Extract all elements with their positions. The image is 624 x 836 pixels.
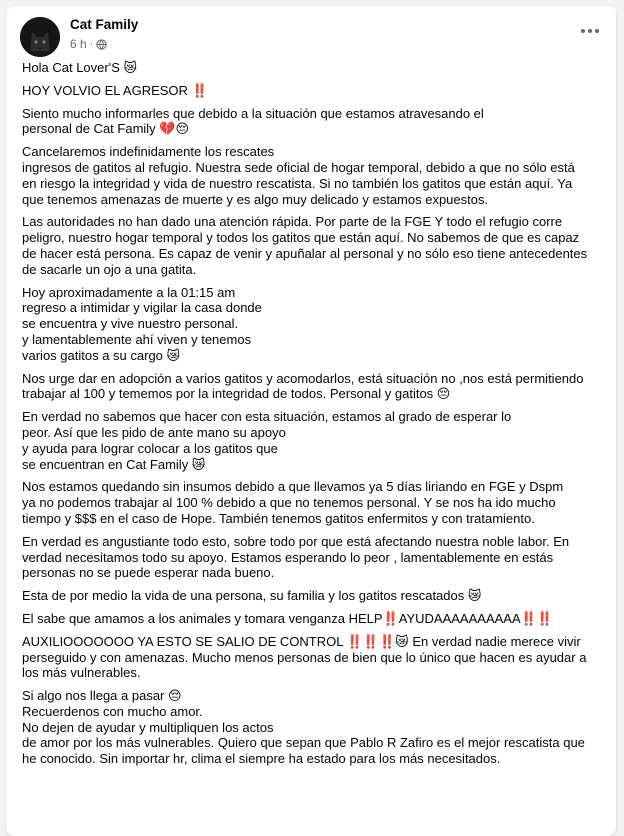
post-paragraph: Las autoridades no han dado una atención rápida. Por parte de la FGE Y todo el refugio corre peligro, nuestro hogar temporal y todos los gatitos que están aquí. No sabemos de que es capaz de hacer está persona. Es capaz de venir y apuñalar al personal y no sólo eso tiene antecedentes de sacarle un ojo a una gatita.: [22, 214, 588, 277]
post-paragraph: Esta de por medio la vida de una persona, su familia y los gatitos rescatados 😿: [22, 588, 482, 604]
post-paragraph: Hoy aproximadamente a la 01:15 am regreso a intimidar y vigilar la casa donde se encuentra y vive nuestro personal. y lamentablemente ahí viven y tenemos varios gatitos a su cargo 😿: [22, 284, 262, 363]
post-card: [6, 6, 616, 836]
post-paragraph: AUXILIOOOOOOO YA ESTO SE SALIO DE CONTROL ‼️‼️‼️😿 En verdad nadie merece vivir perseguido y con amenazas. Mucho menos personas de bien que lo único que hacen es ayudar a los más vulnerables.: [22, 633, 587, 681]
post-meta: [70, 37, 107, 51]
post-time[interactable]: 6 h: [70, 37, 87, 51]
separator-dot: ·: [89, 38, 94, 50]
post-paragraph: Nos urge dar en adopción a varios gatitos y acomodarlos, está situación no ,nos está permitiendo trabajar al 100 y tememos por la integridad de todos. Personal y gatitos 😔: [22, 370, 584, 402]
author-name[interactable]: Cat Family: [70, 17, 139, 32]
globe-icon[interactable]: [96, 39, 107, 50]
post-paragraph: En verdad es angustiante todo esto, sobre todo por que está afectando nuestra noble labor. En verdad necesitamos todo su apoyo. Estamos esperando lo peor , lamentablemente en estás personas no se puede esperar nada bueno.: [22, 533, 570, 581]
cat-avatar-icon: [20, 17, 60, 57]
post-paragraph: HOY VOLVIO EL AGRESOR ‼️: [22, 82, 208, 98]
post-paragraph: Nos estamos quedando sin insumos debido a que llevamos ya 5 días liriando en FGE y Dspm ya no podemos trabajar al 100 % debido a que no tenemos personal. Y se nos ha ido mucho tiempo y $$$ en el caso de Hope. También tenemos gatitos enfermitos y con tratamiento.: [22, 479, 564, 526]
post-header: [6, 6, 616, 58]
post-paragraph: En verdad no sabemos que hacer con esta situación, estamos al grado de esperar lo peor. Así que les pido de ante mano su apoyo y ayuda para lograr colocar a los gatitos que se encuentran en Cat Family 😿: [22, 409, 512, 472]
post-paragraph: El sabe que amamos a los animales y tomara venganza HELP‼️AYUDAAAAAAAAAA‼️‼️: [22, 610, 554, 626]
post-paragraph: Siento mucho informarles que debido a la situación que estamos atravesando el personal de Cat Family 💔😔: [22, 105, 484, 137]
post-paragraph: Cancelaremos indefinidamente los rescates ingresos de gatitos al refugio. Nuestra sede oficial de hogar temporal, debido a que no sólo está en riesgo la integridad y vida de nuestro rescatista. Si no también los gatitos que están aquí. Ya que tenemos amenazas de muerte y es algo muy delicado y estamos expuestos.: [22, 144, 575, 207]
post-paragraph: Hola Cat Lover'S 😿: [22, 60, 138, 75]
more-options-icon[interactable]: [578, 21, 602, 41]
post-paragraph: Si algo nos llega a pasar 😔 Recuerdenos con mucho amor. No dejen de ayudar y multipliquen los actos de amor por los más vulnerables. Quiero que sepan que Pablo R Zafiro es el mejor rescatista que he conocido. Sin importar hr, clima el siempre ha estado para los más necesitados.: [22, 688, 585, 767]
avatar[interactable]: [20, 17, 60, 57]
post-content: [22, 60, 610, 774]
